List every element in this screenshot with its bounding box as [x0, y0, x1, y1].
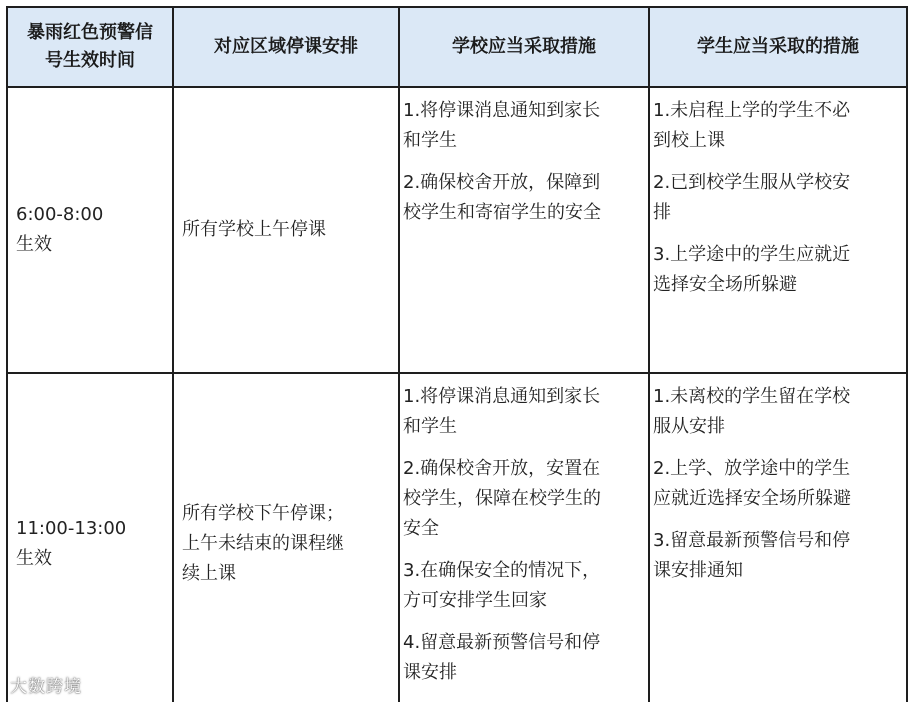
list-item: 3.在确保安全的情况下， 方可安排学生回家 [403, 560, 601, 611]
cell-class-arrangement: 所有学校上午停课 [173, 87, 399, 373]
list-item: 1.未离校的学生留在学校 服从安排 [653, 386, 851, 437]
cell-school-measures [399, 373, 649, 702]
header-student-measures: 学生应当采取的措施 [649, 7, 907, 87]
list-item: 2.上学、放学途中的学生 应就近选择安全场所躲避 [653, 458, 851, 509]
header-school-measures: 学校应当采取措施 [399, 7, 649, 87]
table-row [7, 373, 907, 702]
list-item: 1.将停课消息通知到家长 和学生 [403, 386, 601, 437]
list-item: 2.已到校学生服从学校安 排 [653, 172, 851, 223]
rainstorm-class-suspension-table [6, 6, 908, 702]
list-item: 1.未启程上学的学生不必 到校上课 [653, 100, 851, 151]
list-item: 2.确保校舍开放，安置在 校学生，保障在校学生的 安全 [403, 458, 601, 539]
cell-student-measures [649, 87, 907, 373]
header-row [7, 7, 907, 87]
header-effective-time: 暴雨红色预警信 号生效时间 [7, 7, 173, 87]
cell-class-arrangement: 所有学校下午停课； 上午未结束的课程继 续上课 [173, 373, 399, 702]
list-item: 3.上学途中的学生应就近 选择安全场所躲避 [653, 244, 851, 295]
table-container [6, 6, 906, 702]
cell-school-measures [399, 87, 649, 373]
header-class-arrangement: 对应区域停课安排 [173, 7, 399, 87]
list-item: 3.留意最新预警信号和停 课安排通知 [653, 530, 851, 581]
cell-effective-time: 11:00-13:00 生效 [7, 373, 173, 702]
list-item: 1.将停课消息通知到家长 和学生 [403, 100, 601, 151]
cell-student-measures [649, 373, 907, 702]
watermark: 大数跨境 [10, 677, 82, 697]
list-item: 2.确保校舍开放，保障到 校学生和寄宿学生的安全 [403, 172, 601, 223]
table-row [7, 87, 907, 373]
cell-effective-time: 6:00-8:00 生效 [7, 87, 173, 373]
list-item: 4.留意最新预警信号和停 课安排 [403, 632, 601, 683]
